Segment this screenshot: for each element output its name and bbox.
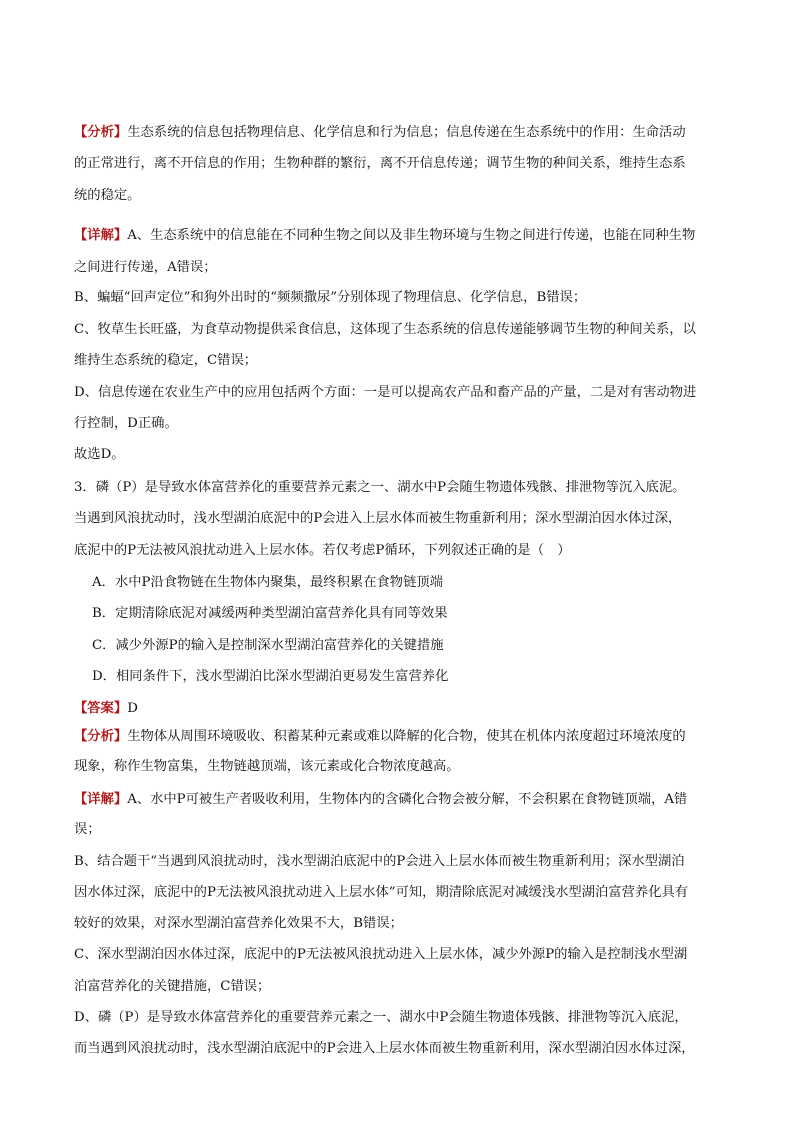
text-line bbox=[92, 668, 742, 686]
text-line bbox=[74, 259, 724, 277]
text-line bbox=[74, 884, 724, 902]
line-text: 行控制，D正确。 bbox=[74, 416, 178, 431]
line-text: 底泥中的P无法被风浪扰动进入上层水体。若仅考虑P循环，下列叙述正确的是（ ） bbox=[74, 543, 571, 558]
text-line bbox=[74, 700, 724, 718]
section-tag: 【详解】 bbox=[74, 792, 128, 807]
text-line bbox=[74, 728, 724, 746]
line-text: 统的稳定。 bbox=[74, 188, 141, 203]
line-text: B、结合题干“当遇到风浪扰动时，浅水型湖泊底泥中的P会进入上层水体而被生物重新利用；深水型湖泊 bbox=[74, 854, 685, 869]
section-tag: 【详解】 bbox=[74, 228, 128, 243]
line-text: D、信息传递在农业生产中的应用包括两个方面：一是可以提高农产品和畜产品的产量，二是对有害动物进 bbox=[74, 385, 697, 400]
line-text: 之间进行传递，A错误； bbox=[74, 260, 217, 275]
text-line bbox=[74, 510, 724, 528]
text-line bbox=[92, 574, 742, 592]
text-line bbox=[92, 605, 742, 623]
line-text: 当遇到风浪扰动时，浅水型湖泊底泥中的P会进入上层水体而被生物重新利用；深水型湖泊因水体过深， bbox=[74, 511, 682, 526]
line-text: B．定期清除底泥对减缓两种类型湖泊富营养化具有同等效果 bbox=[92, 606, 448, 621]
text-line bbox=[74, 853, 724, 871]
line-text: A、水中P可被生产者吸收利用，生物体内的含磷化合物会被分解，不会积累在食物链顶端，A错 bbox=[127, 792, 688, 807]
line-text: 较好的效果，对深水型湖泊富营养化效果不大，B错误； bbox=[74, 916, 403, 931]
line-text: C．减少外源P的输入是控制深水型湖泊富营养化的关键措施 bbox=[92, 638, 444, 653]
text-line bbox=[74, 187, 724, 205]
line-text: 生物体从周围环境吸收、积蓄某种元素或难以降解的化合物，使其在机体内浓度超过环境浓度的 bbox=[127, 729, 686, 744]
line-text: 故选D。 bbox=[74, 447, 125, 462]
text-line bbox=[74, 446, 724, 464]
text-line bbox=[74, 1040, 724, 1058]
text-line bbox=[74, 415, 724, 433]
line-text: 因水体过深，底泥中的P无法被风浪扰动进入上层水体”可知，期清除底泥对减缓浅水型湖泊富营养化具有 bbox=[74, 885, 689, 900]
line-text: 而当遇到风浪扰动时，浅水型湖泊底泥中的P会进入上层水体而被生物重新利用，深水型湖泊因水体过深， bbox=[74, 1041, 695, 1056]
line-text: B、蝙蝠“回声定位”和狗外出时的“频频撒尿”分别体现了物理信息、化学信息，B错误； bbox=[74, 290, 587, 305]
text-line bbox=[74, 791, 724, 809]
text-line bbox=[92, 637, 742, 655]
text-line bbox=[74, 479, 724, 497]
line-text: 维持生态系统的稳定，C错误； bbox=[74, 353, 258, 368]
section-tag: 【分析】 bbox=[74, 729, 128, 744]
text-line bbox=[74, 946, 724, 964]
line-text: 泊富营养化的关键措施，C错误； bbox=[74, 979, 271, 994]
line-text: 的正常进行，离不开信息的作用；生物种群的繁衍，离不开信息传递；调节生物的种间关系，维持生态系 bbox=[74, 156, 686, 171]
text-line bbox=[74, 915, 724, 933]
text-line bbox=[74, 352, 724, 370]
text-line bbox=[74, 289, 724, 307]
line-text: A．水中P沿食物链在生物体内聚集，最终积累在食物链顶端 bbox=[92, 575, 443, 590]
text-line bbox=[74, 821, 724, 839]
text-line bbox=[74, 978, 724, 996]
text-line bbox=[74, 758, 724, 776]
line-text: 生态系统的信息包括物理信息、化学信息和行为信息；信息传递在生态系统中的作用：生命活动 bbox=[127, 125, 686, 140]
text-line bbox=[74, 155, 724, 173]
line-text: C、深水型湖泊因水体过深，底泥中的P无法被风浪扰动进入上层水体，减少外源P的输入是控制浅水型湖 bbox=[74, 947, 688, 962]
text-line bbox=[74, 542, 724, 560]
line-text: D．相同条件下，浅水型湖泊比深水型湖泊更易发生富营养化 bbox=[92, 669, 449, 684]
text-line bbox=[74, 124, 724, 142]
line-text: 误； bbox=[74, 822, 101, 837]
line-text: A、生态系统中的信息能在不同种生物之间以及非生物环境与生物之间进行传递，也能在同种生物 bbox=[127, 228, 696, 243]
line-text: D、磷（P）是导致水体富营养化的重要营养元素之一、湖水中P会随生物遗体残骸、排泄物等沉入底泥， bbox=[74, 1010, 688, 1025]
text-line bbox=[74, 384, 724, 402]
section-tag: 【答案】 bbox=[74, 701, 128, 716]
line-text: D bbox=[127, 701, 138, 716]
line-text: 3．磷（P）是导致水体富营养化的重要营养元素之一、湖水中P会随生物遗体残骸、排泄物等沉入底泥。 bbox=[74, 480, 686, 495]
text-line bbox=[74, 227, 724, 245]
text-line bbox=[74, 321, 724, 339]
section-tag: 【分析】 bbox=[74, 125, 128, 140]
line-text: C、牧草生长旺盛，为食草动物提供采食信息，这体现了生态系统的信息传递能够调节生物的种间关系，以 bbox=[74, 322, 696, 337]
text-line bbox=[74, 1009, 724, 1027]
line-text: 现象，称作生物富集，生物链越顶端，该元素或化合物浓度越高。 bbox=[74, 759, 460, 774]
